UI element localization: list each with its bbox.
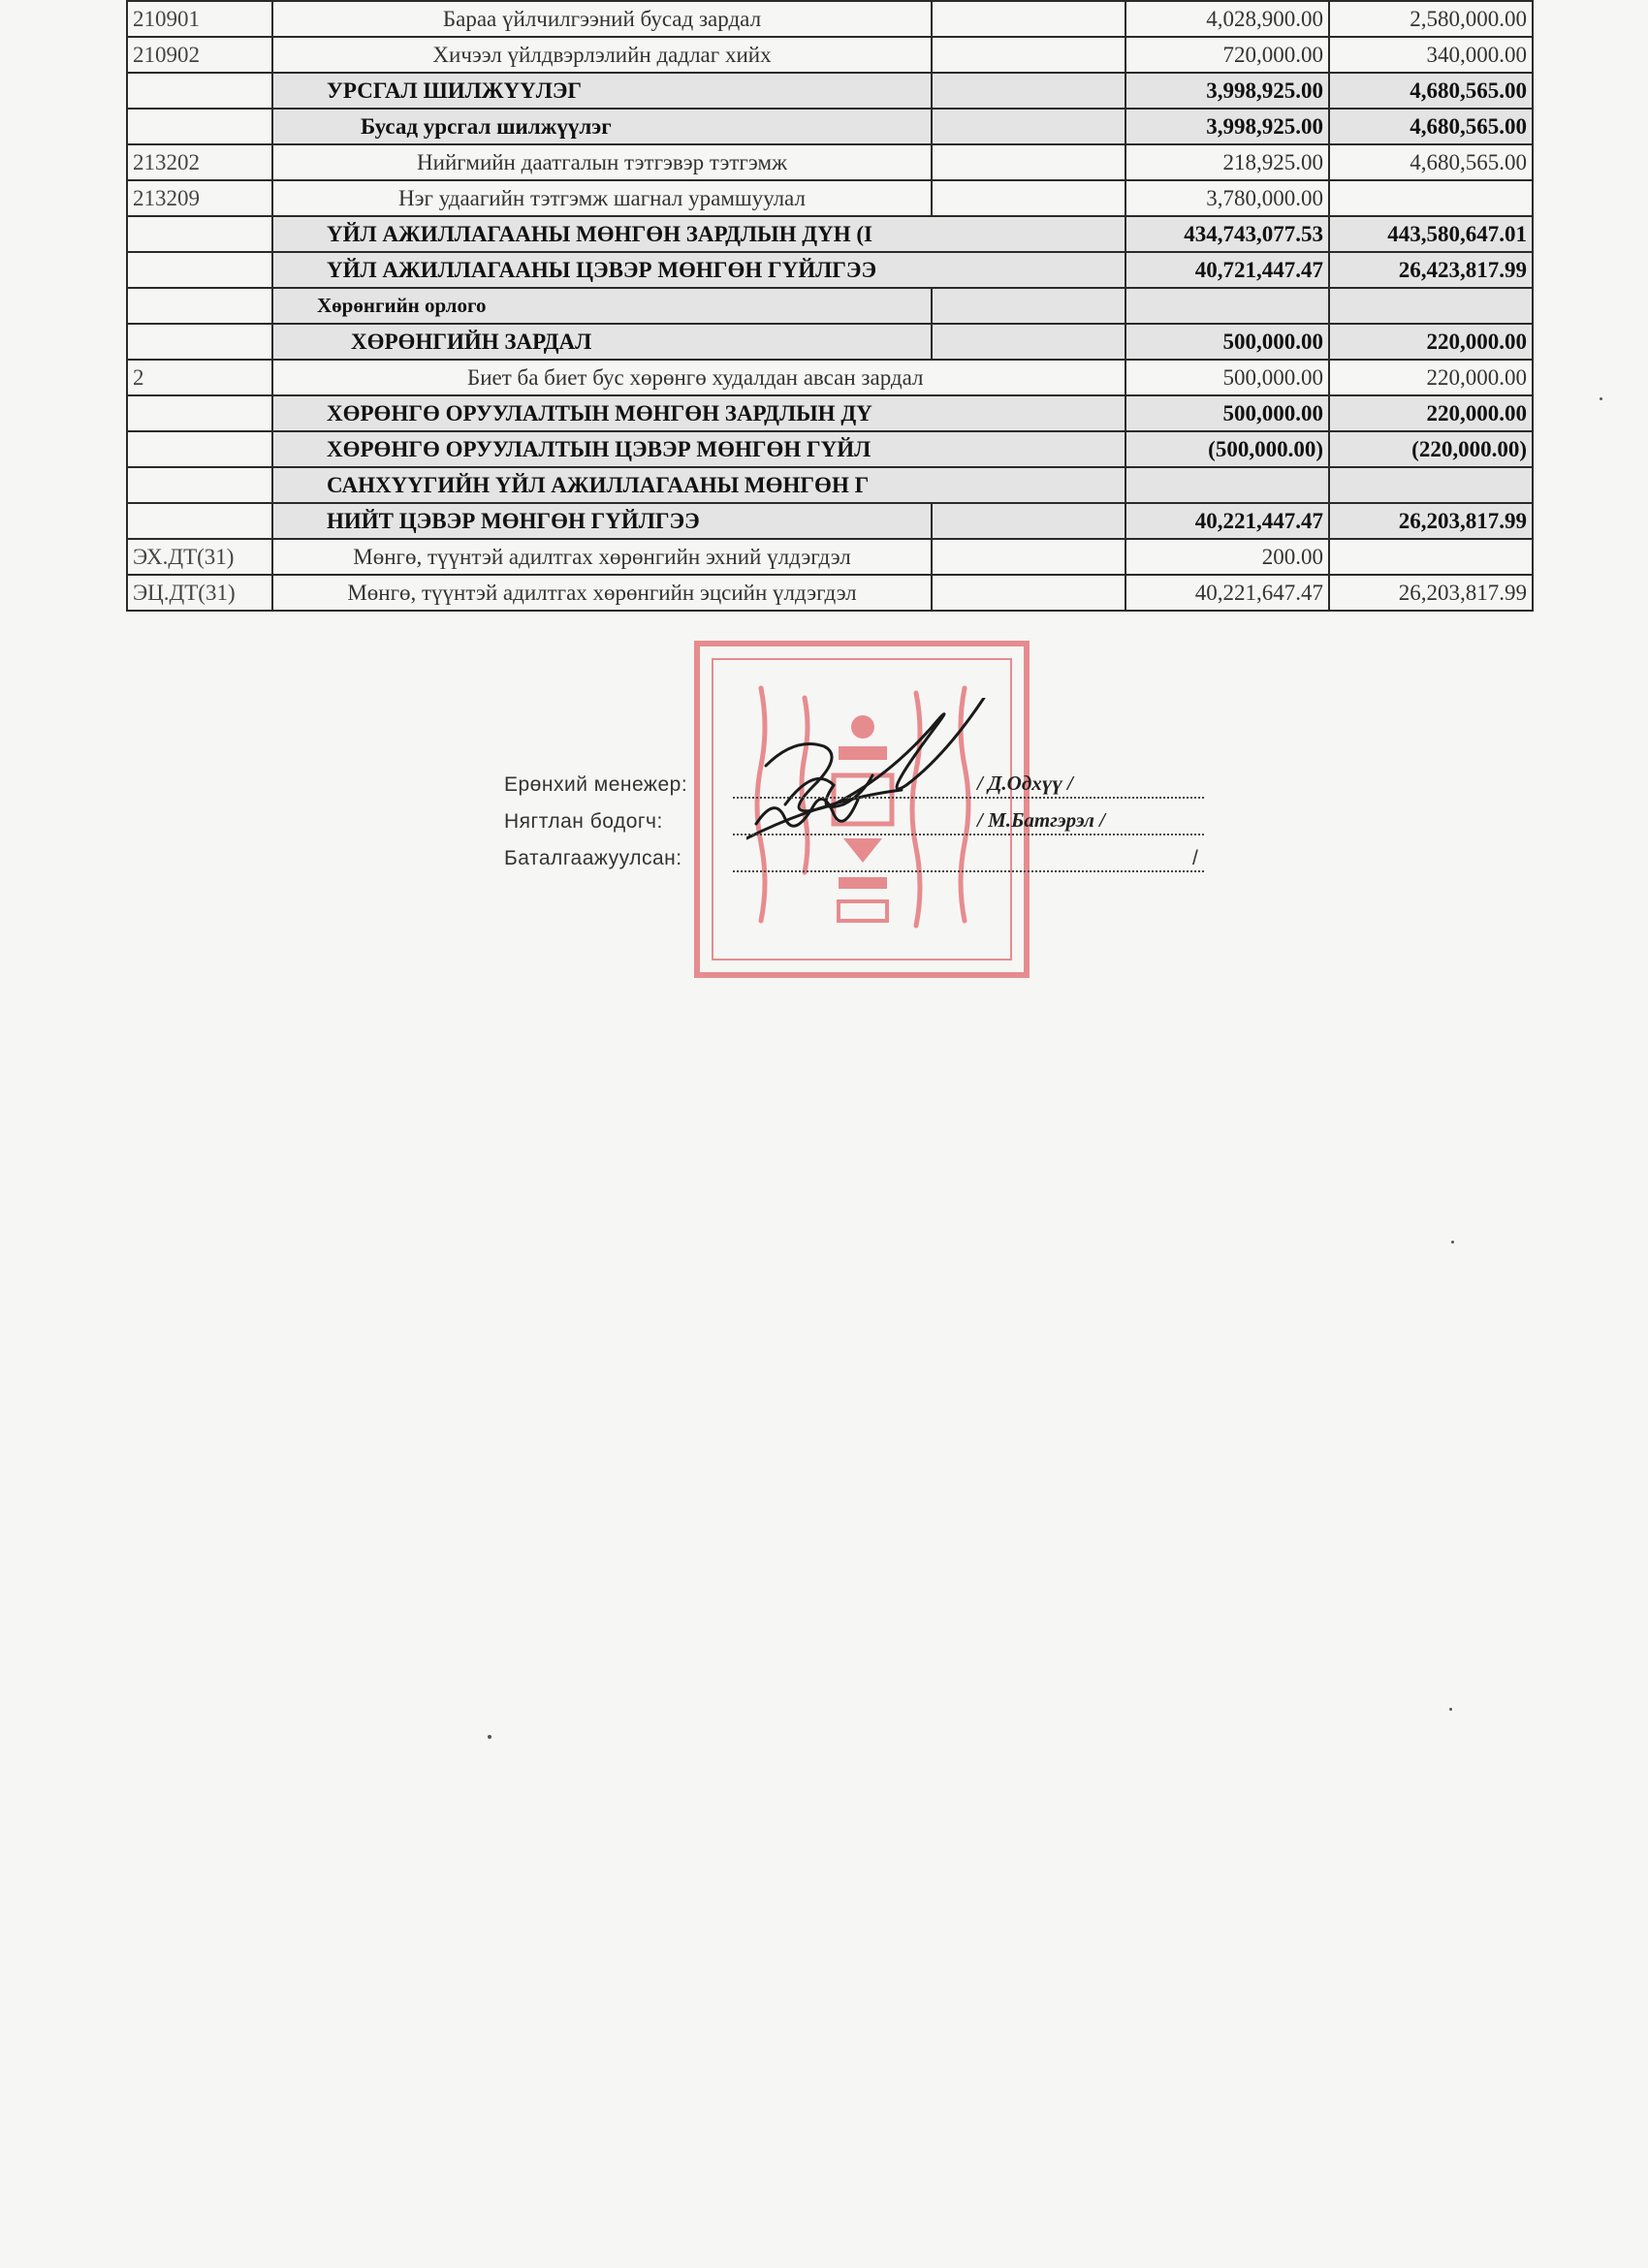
blank-cell (932, 180, 1125, 216)
row-name: Нэг удаагийн тэтгэмж шагнал урамшуулал (272, 180, 932, 216)
blank-cell (932, 575, 1125, 611)
row-value-current: 500,000.00 (1125, 395, 1329, 431)
row-value-previous: 220,000.00 (1329, 360, 1533, 395)
general-manager-label: Ерөнхий менежер: (504, 773, 688, 796)
row-name: Бусад урсгал шилжүүлэг (272, 109, 932, 144)
row-value-current: 4,028,900.00 (1125, 1, 1329, 37)
row-value-previous: 4,680,565.00 (1329, 73, 1533, 109)
row-code (127, 431, 272, 467)
row-code (127, 395, 272, 431)
table-row (127, 180, 1533, 216)
cash-flow-table-container (126, 0, 1532, 612)
scan-speck (1600, 397, 1602, 400)
signature-line (733, 834, 1204, 835)
row-value-previous (1329, 180, 1533, 216)
table-row (127, 216, 1533, 252)
row-value-previous: 4,680,565.00 (1329, 109, 1533, 144)
row-value-current: 40,221,647.47 (1125, 575, 1329, 611)
scan-speck (488, 1735, 491, 1739)
blank-cell (932, 73, 1125, 109)
signature-line (733, 797, 1204, 799)
row-code: ЭХ.ДТ(31) (127, 539, 272, 575)
row-value-current (1125, 288, 1329, 324)
table-row (127, 539, 1533, 575)
row-name: Хөрөнгийн орлого (272, 288, 932, 324)
general-manager-name: / Д.Одхүү / (977, 772, 1073, 795)
row-value-current: 3,998,925.00 (1125, 73, 1329, 109)
row-value-current: 3,998,925.00 (1125, 109, 1329, 144)
row-value-previous: 26,423,817.99 (1329, 252, 1533, 288)
table-row (127, 360, 1533, 395)
signature-row-manager (504, 773, 1202, 810)
table-row (127, 467, 1533, 503)
row-name: Бараа үйлчилгээний бусад зардал (272, 1, 932, 37)
row-code: 210902 (127, 37, 272, 73)
row-value-current: 3,780,000.00 (1125, 180, 1329, 216)
table-row (127, 431, 1533, 467)
blank-cell (932, 539, 1125, 575)
row-value-current: 200.00 (1125, 539, 1329, 575)
accountant-label: Нягтлан бодогч: (504, 810, 663, 833)
row-name: ХӨРӨНГӨ ОРУУЛАЛТЫН МӨНГӨН ЗАРДЛЫН ДҮ (272, 395, 1125, 431)
row-value-current: 500,000.00 (1125, 360, 1329, 395)
row-code (127, 216, 272, 252)
row-code: 213209 (127, 180, 272, 216)
row-value-previous: 26,203,817.99 (1329, 575, 1533, 611)
row-value-previous: 443,580,647.01 (1329, 216, 1533, 252)
table-row (127, 575, 1533, 611)
row-code: ЭЦ.ДТ(31) (127, 575, 272, 611)
signature-row-verified (504, 847, 1202, 884)
row-name: Биет ба биет бус хөрөнгө худалдан авсан зардал (272, 360, 1125, 395)
table-row (127, 288, 1533, 324)
row-code (127, 109, 272, 144)
row-code (127, 467, 272, 503)
table-row (127, 252, 1533, 288)
row-value-current: 40,221,447.47 (1125, 503, 1329, 539)
scan-speck (1449, 1708, 1452, 1711)
row-value-current: 434,743,077.53 (1125, 216, 1329, 252)
row-value-previous (1329, 539, 1533, 575)
blank-cell (932, 109, 1125, 144)
blank-cell (932, 144, 1125, 180)
row-name: Мөнгө, түүнтэй адилтгах хөрөнгийн эцсийн үлдэгдэл (272, 575, 932, 611)
row-code: 210901 (127, 1, 272, 37)
row-name: УРСГАЛ ШИЛЖҮҮЛЭГ (272, 73, 932, 109)
blank-cell (932, 503, 1125, 539)
verified-slash: / (1192, 847, 1198, 869)
row-name: НИЙТ ЦЭВЭР МӨНГӨН ГҮЙЛГЭЭ (272, 503, 932, 539)
blank-cell (932, 324, 1125, 360)
row-value-current: 218,925.00 (1125, 144, 1329, 180)
table-row (127, 144, 1533, 180)
table-row (127, 37, 1533, 73)
signature-block (504, 773, 1202, 884)
row-value-previous: 340,000.00 (1329, 37, 1533, 73)
signature-row-accountant (504, 810, 1202, 847)
row-value-current: 40,721,447.47 (1125, 252, 1329, 288)
row-code (127, 503, 272, 539)
verified-label: Баталгаажуулсан: (504, 847, 682, 869)
row-value-previous: 220,000.00 (1329, 324, 1533, 360)
row-name: Нийгмийн даатгалын тэтгэвэр тэтгэмж (272, 144, 932, 180)
table-row (127, 109, 1533, 144)
scan-speck (1451, 1241, 1454, 1244)
table-row (127, 395, 1533, 431)
table-row (127, 503, 1533, 539)
row-name: ХӨРӨНГИЙН ЗАРДАЛ (272, 324, 932, 360)
row-value-current: (500,000.00) (1125, 431, 1329, 467)
blank-cell (932, 37, 1125, 73)
row-value-previous (1329, 288, 1533, 324)
row-code (127, 288, 272, 324)
row-value-previous (1329, 467, 1533, 503)
row-name: ХӨРӨНГӨ ОРУУЛАЛТЫН ЦЭВЭР МӨНГӨН ГҮЙЛ (272, 431, 1125, 467)
row-value-previous: 4,680,565.00 (1329, 144, 1533, 180)
row-value-current: 720,000.00 (1125, 37, 1329, 73)
table-row (127, 324, 1533, 360)
row-value-previous: 220,000.00 (1329, 395, 1533, 431)
row-value-current: 500,000.00 (1125, 324, 1329, 360)
blank-cell (932, 1, 1125, 37)
row-name: САНХҮҮГИЙН ҮЙЛ АЖИЛЛАГААНЫ МӨНГӨН Г (272, 467, 1125, 503)
accountant-name: / М.Батгэрэл / (977, 808, 1105, 832)
table-row (127, 73, 1533, 109)
blank-cell (932, 288, 1125, 324)
row-name: ҮЙЛ АЖИЛЛАГААНЫ МӨНГӨН ЗАРДЛЫН ДҮН (I (272, 216, 1125, 252)
row-code (127, 73, 272, 109)
row-value-previous: 2,580,000.00 (1329, 1, 1533, 37)
row-code (127, 252, 272, 288)
signature-line (733, 870, 1204, 872)
row-code: 2 (127, 360, 272, 395)
cash-flow-table (126, 0, 1534, 612)
row-name: Хичээл үйлдвэрлэлийн дадлаг хийх (272, 37, 932, 73)
table-row (127, 1, 1533, 37)
row-code (127, 324, 272, 360)
row-name: ҮЙЛ АЖИЛЛАГААНЫ ЦЭВЭР МӨНГӨН ГҮЙЛГЭЭ (272, 252, 1125, 288)
row-value-previous: 26,203,817.99 (1329, 503, 1533, 539)
row-value-current (1125, 467, 1329, 503)
row-code: 213202 (127, 144, 272, 180)
row-name: Мөнгө, түүнтэй адилтгах хөрөнгийн эхний үлдэгдэл (272, 539, 932, 575)
row-value-previous: (220,000.00) (1329, 431, 1533, 467)
